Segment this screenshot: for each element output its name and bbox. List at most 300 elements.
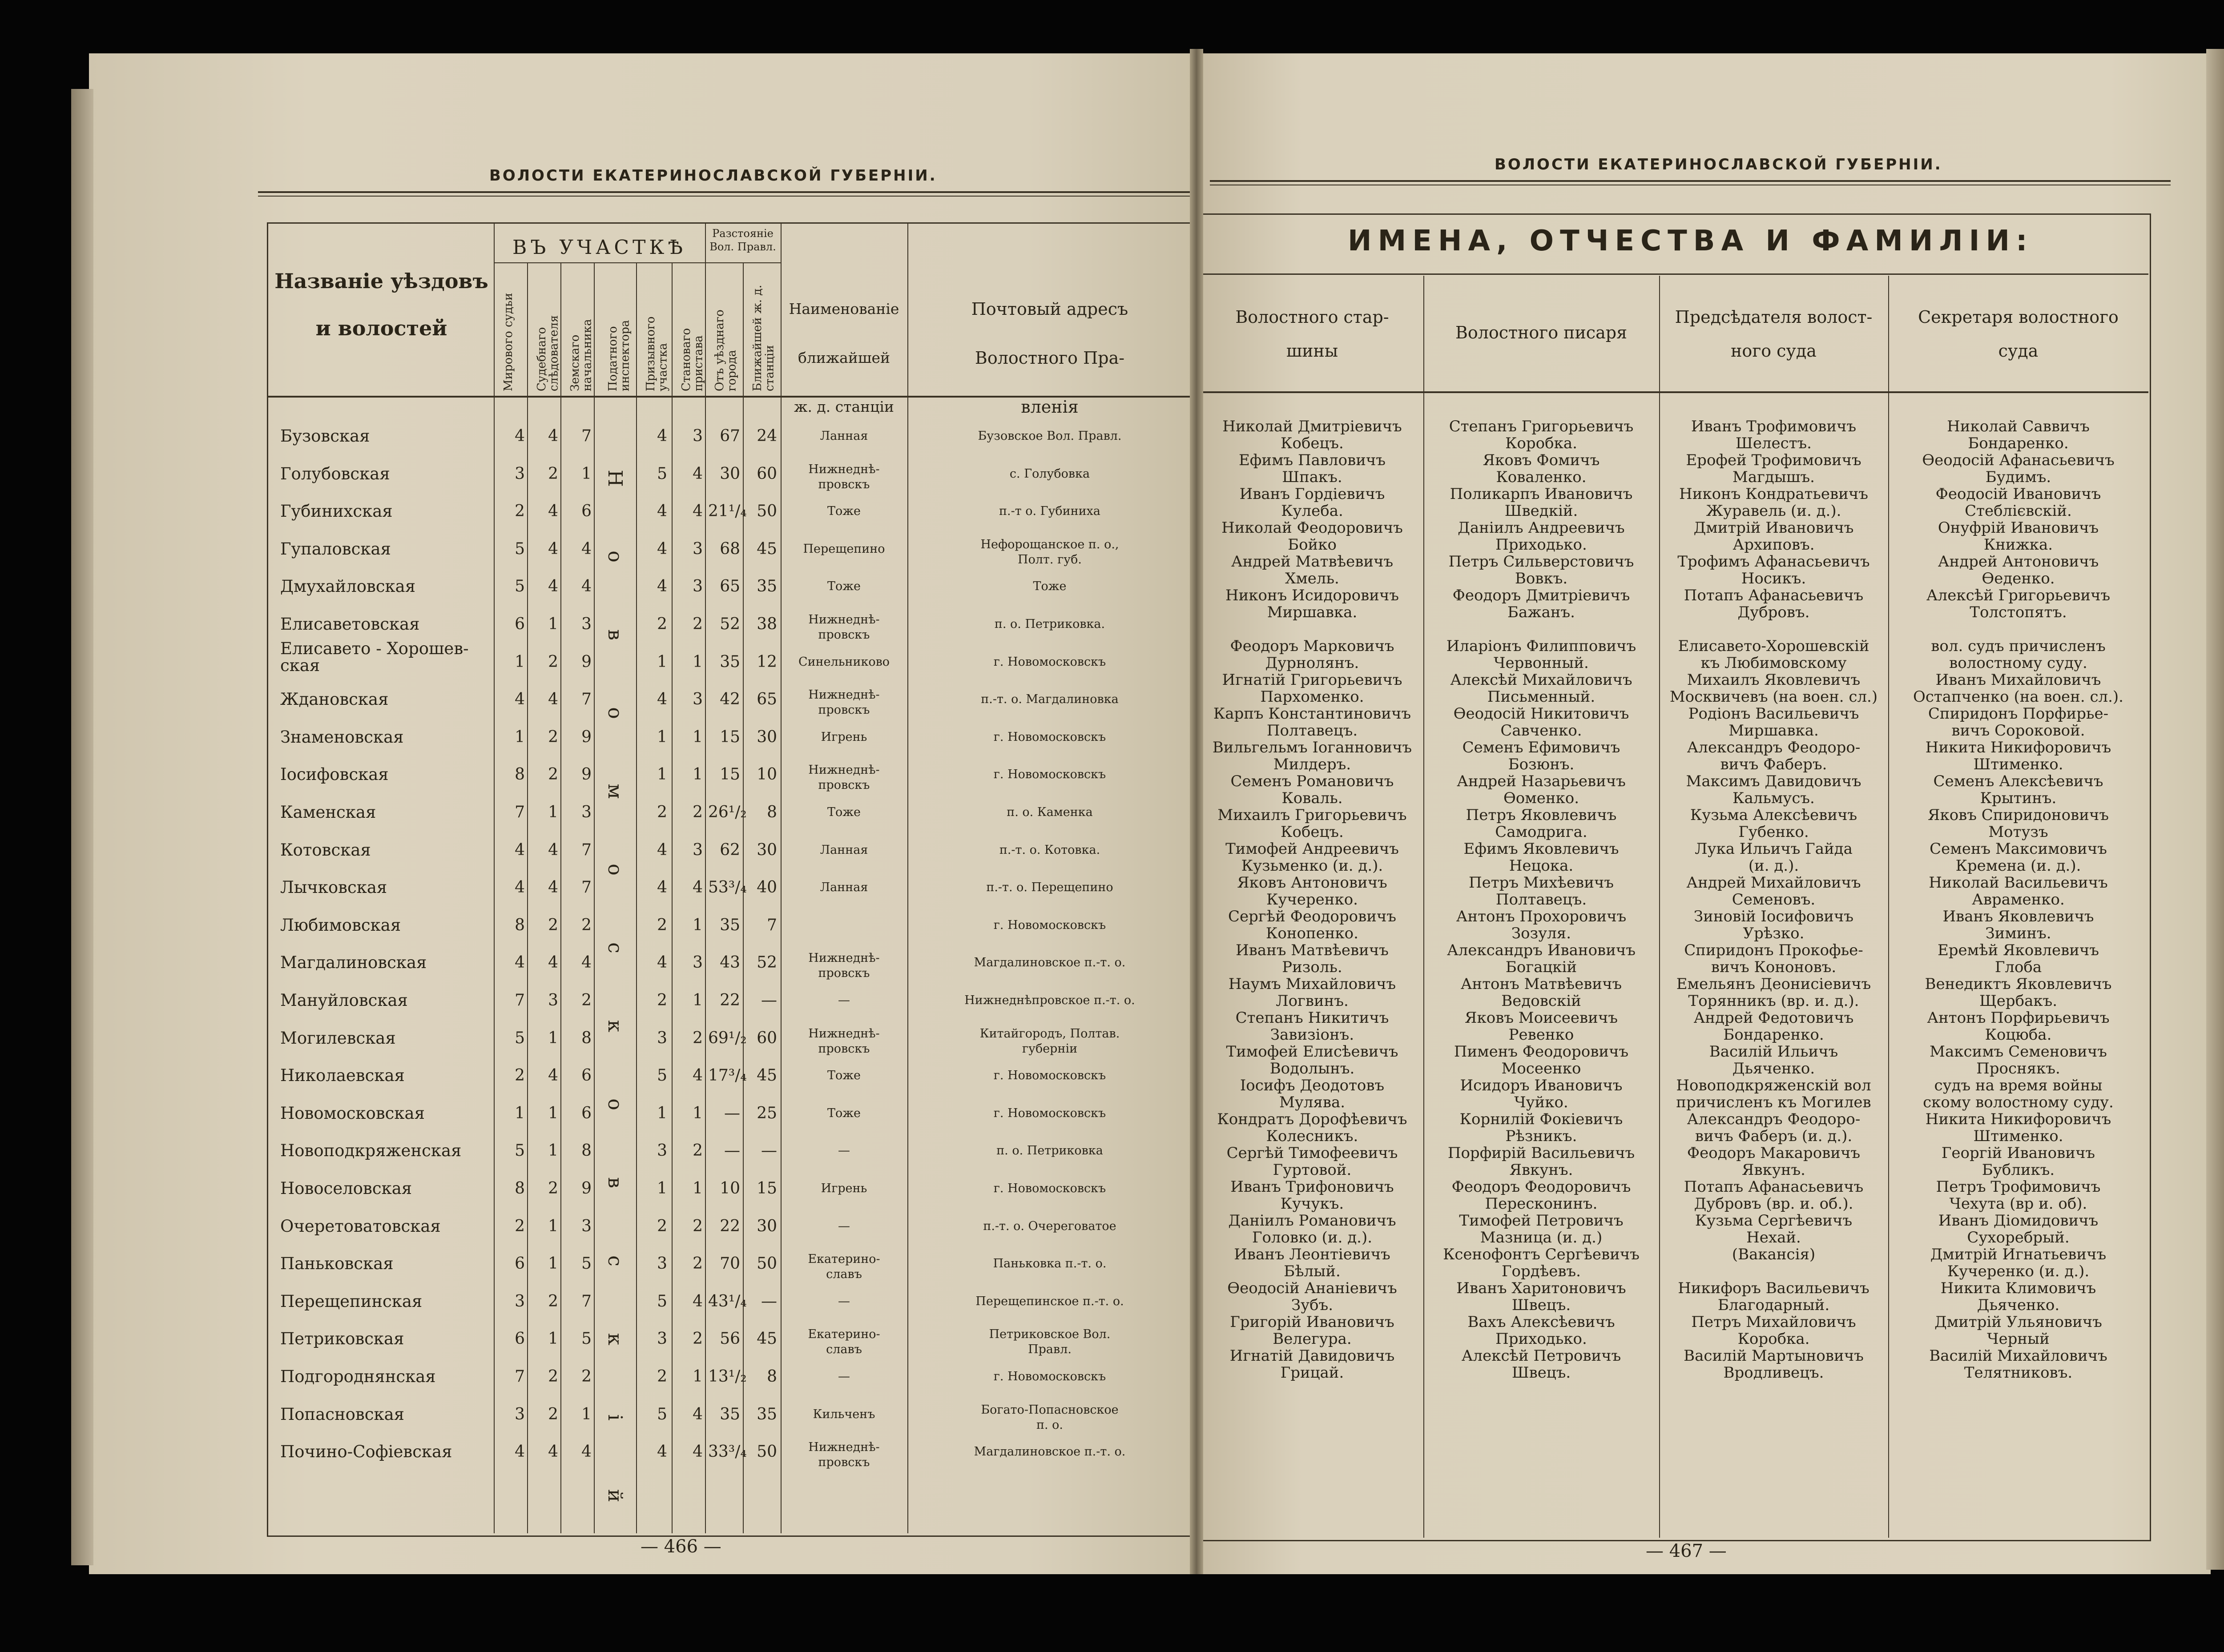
station-name: Екатерино- славъ <box>808 1327 880 1357</box>
postal-address: п. о. Петриковка. <box>994 617 1105 631</box>
distance-town: 22 <box>720 991 740 1009</box>
header-pisar: Волостного писаря <box>1455 323 1628 342</box>
volost-name: Очеретоватовская <box>280 1216 441 1236</box>
district-cell: 1 <box>693 1104 703 1122</box>
station-name: — <box>838 1370 850 1383</box>
subheader-rule <box>1201 391 2148 393</box>
names-title: ИМЕНА, ОТЧЕСТВА И ФАМИЛІИ: <box>1348 225 2034 257</box>
volost-name: Лычковская <box>280 878 387 897</box>
distance-town: 15 <box>720 765 740 784</box>
table-row <box>89 690 1192 728</box>
distance-station: — <box>761 1142 777 1160</box>
postal-address: г. Новомосковскъ <box>993 1106 1106 1120</box>
volost-name: Дмухайловская <box>280 577 416 596</box>
postal-address: Петриковское Вол. Правл. <box>989 1327 1111 1357</box>
title-rule <box>1201 273 2148 275</box>
district-cell: 4 <box>657 502 667 521</box>
district-cell: 4 <box>548 1066 558 1085</box>
distance-town: 43¹/₄ <box>708 1292 747 1310</box>
volost-name: Паньковская <box>280 1254 394 1274</box>
distance-station: 50 <box>757 502 777 521</box>
vertical-word-letter: о <box>604 551 626 563</box>
distance-station: 45 <box>757 1330 777 1348</box>
table-row <box>89 427 1192 464</box>
postal-address: п.-т о. Губиниха <box>999 504 1100 519</box>
header-rule-thin <box>258 196 1192 197</box>
volost-name: Каменская <box>280 803 376 822</box>
vertical-word-letter: о <box>604 707 626 719</box>
district-cell: 2 <box>548 765 558 784</box>
district-cell: 6 <box>581 502 592 521</box>
district-cell: 4 <box>548 1443 558 1461</box>
station-name: — <box>838 1219 850 1233</box>
district-cell: 1 <box>657 728 667 746</box>
station-name: Игрень <box>821 730 867 744</box>
volost-name: Бузовская <box>280 426 370 446</box>
header-sub-4: Податного инспектора <box>606 320 632 391</box>
district-cell: 1 <box>515 728 525 746</box>
table-row <box>89 1217 1192 1254</box>
volost-name: Перещепинская <box>280 1291 423 1311</box>
right-page <box>1201 53 2211 1574</box>
distance-town: 53³/₄ <box>708 878 747 897</box>
district-cell: 1 <box>515 652 525 671</box>
district-cell: 7 <box>581 840 592 859</box>
volost-name: Елисавето - Хорошев- ская <box>280 639 469 675</box>
postal-address: Перещепинское п.-т. о. <box>975 1294 1124 1308</box>
distance-station: 60 <box>757 464 777 483</box>
distance-station: 30 <box>757 728 777 746</box>
volost-name: Новоподкряженская <box>280 1141 462 1161</box>
district-cell: 3 <box>657 1029 667 1047</box>
distance-station: 35 <box>757 1405 777 1423</box>
distance-station: 35 <box>757 577 777 596</box>
table-row <box>89 1066 1192 1104</box>
postal-address: Богато-Попасновское п. о. <box>981 1403 1119 1432</box>
station-name: Ланная <box>820 843 868 857</box>
district-cell: 1 <box>548 1142 558 1160</box>
distance-station: 7 <box>767 916 777 934</box>
left-page <box>89 53 1192 1574</box>
station-name: Тоже <box>827 1069 861 1083</box>
table-row <box>89 1440 1192 1480</box>
volost-name: Котовская <box>280 840 371 860</box>
distance-town: — <box>724 1142 740 1160</box>
district-cell: 2 <box>548 1405 558 1423</box>
district-cell: 1 <box>657 652 667 671</box>
distance-town: 17³/₄ <box>708 1066 747 1085</box>
district-cell: 4 <box>657 690 667 709</box>
district-cell: 3 <box>693 539 703 558</box>
station-name: Нижнеднѣ- провскъ <box>808 951 880 981</box>
district-cell: 3 <box>693 690 703 709</box>
distance-station: 15 <box>757 1179 777 1198</box>
district-cell: 4 <box>693 1066 703 1085</box>
station-name: Тоже <box>827 1106 861 1120</box>
district-cell: 3 <box>581 1217 592 1235</box>
district-cell: 9 <box>581 1179 592 1198</box>
postal-address: г. Новомосковскъ <box>993 918 1106 932</box>
district-cell: 9 <box>581 765 592 784</box>
district-cell: 2 <box>693 1254 703 1273</box>
district-cell: 5 <box>515 539 525 558</box>
header-in-district: ВЪ УЧАСТКѢ <box>512 236 686 259</box>
table-row <box>89 537 1192 577</box>
district-cell: 1 <box>693 652 703 671</box>
distance-station: 30 <box>757 840 777 859</box>
district-cell: 4 <box>657 840 667 859</box>
header-sub-5: Призывного участка <box>644 316 670 391</box>
distance-town: — <box>724 1104 740 1122</box>
distance-town: 52 <box>720 615 740 633</box>
district-cell: 1 <box>693 916 703 934</box>
district-cell: 2 <box>548 464 558 483</box>
distance-town: 35 <box>720 652 740 671</box>
header-sub-1: Мирового судьи <box>502 293 515 391</box>
volost-name: Могилевская <box>280 1028 396 1048</box>
distance-town: 10 <box>720 1179 740 1198</box>
volost-name: Губинихская <box>280 502 393 521</box>
distance-town: 13¹/₂ <box>708 1367 747 1386</box>
district-cell: 2 <box>548 1367 558 1386</box>
district-cell: 4 <box>657 427 667 445</box>
running-head: ВОЛОСТИ ЕКАТЕРИНОСЛАВСКОЙ ГУБЕРНІИ. <box>489 167 937 185</box>
district-cell: 1 <box>693 765 703 784</box>
station-name: Тоже <box>827 579 861 594</box>
district-cell: 3 <box>693 427 703 445</box>
district-cell: 4 <box>657 539 667 558</box>
distance-station: 40 <box>757 878 777 897</box>
distance-town: 69¹/₂ <box>708 1029 747 1047</box>
district-cell: 4 <box>548 427 558 445</box>
station-name: Игрень <box>821 1182 867 1195</box>
district-cell: 1 <box>548 1104 558 1122</box>
table-row <box>89 1254 1192 1292</box>
district-cell: 1 <box>548 1254 558 1273</box>
district-cell: 5 <box>515 1142 525 1160</box>
postal-address: г. Новомосковскъ <box>993 1370 1106 1383</box>
postal-address: Паньковка п.-т. о. <box>993 1257 1107 1271</box>
distance-station: 38 <box>757 615 777 633</box>
station-name: Нижнеднѣ- провскъ <box>808 688 880 717</box>
district-cell: 6 <box>515 1254 525 1273</box>
district-cell: 3 <box>515 1292 525 1310</box>
district-cell: 3 <box>581 615 592 633</box>
postal-address: п. о. Петриковка <box>996 1144 1103 1158</box>
table-row <box>89 803 1192 840</box>
district-cell: 5 <box>581 1254 592 1273</box>
volost-name: Новоселовская <box>280 1179 412 1198</box>
vertical-word-letter: о <box>604 864 626 876</box>
district-cell: 4 <box>657 1443 667 1461</box>
distance-town: 15 <box>720 728 740 746</box>
table-row <box>89 1179 1192 1217</box>
vertical-word-letter: с <box>604 1255 626 1266</box>
table-row <box>89 841 1192 878</box>
page-number: — 466 — <box>641 1536 721 1557</box>
district-cell: 4 <box>693 502 703 521</box>
district-cell: 4 <box>548 953 558 972</box>
distance-station: — <box>761 991 777 1009</box>
district-cell: 4 <box>515 953 525 972</box>
district-cell: 3 <box>657 1142 667 1160</box>
distance-town: 33³/₄ <box>708 1443 747 1461</box>
table-row <box>89 615 1192 652</box>
distance-station: 24 <box>757 427 777 445</box>
header-starshina: Волостного стар- шины <box>1235 307 1389 361</box>
district-cell: 7 <box>515 803 525 821</box>
distance-station: 45 <box>757 1066 777 1085</box>
district-cell: 2 <box>548 1179 558 1198</box>
district-cell: 2 <box>693 1029 703 1047</box>
district-cell: 2 <box>657 916 667 934</box>
distance-station: 25 <box>757 1104 777 1122</box>
names-col-starshina: Николай Дмитріевичъ Кобецъ. Ефимъ Павловичъ Шпакъ. Иванъ Гордіевичъ Кулеба. Николай Феодоровичъ Бойко Андрей Матвѣевичъ Хмель. Никонъ Исидоровичъ Миршавка. Феодоръ Марковичъ Дурнолянъ. Игнатій Григорьевичъ Пархоменко. Карпъ Константиновичъ Полтавецъ. Вильгельмъ Іоганновичъ Милдеръ. Семенъ Романовичъ Коваль. Михаилъ Григорьевичъ Кобецъ. Тимофей Андреевичъ Кузьменко (и. д.). Яковъ Антоновичъ Кучеренко. Сергѣй Феодоровичъ Конопенко. Иванъ Матвѣевичъ Ризоль. Наумъ Михайловичъ Логвинъ. Степанъ Никитичъ Завизіонъ. Тимофей Елисѣевичъ Водолынъ. Іосифъ Деодотовъ Мулява. Кондратъ Дорофѣевичъ Колесникъ. Сергѣй Тимофеевичъ Гуртовой. Иванъ Трифоновичъ Кучукъ. Даніилъ Романовичъ Головко (и. д.). Иванъ Леонтіевичъ Бѣлый. Ѳеодосій Ананіевичъ Зубъ. Григорій Ивановичъ Велегура. Игнатій Давидовичъ Грицай. <box>1212 418 1412 1382</box>
postal-address: г. Новомосковскъ <box>993 1069 1106 1083</box>
district-cell: 8 <box>515 1179 525 1198</box>
distance-town: 30 <box>720 464 740 483</box>
district-cell: 8 <box>581 1029 592 1047</box>
station-name: Нижнеднѣ- провскъ <box>808 462 880 491</box>
district-cell: 1 <box>581 1405 592 1423</box>
table-row <box>89 502 1192 539</box>
station-name: Тоже <box>827 805 861 819</box>
district-cell: 4 <box>548 840 558 859</box>
postal-address: г. Новомосковскъ <box>993 730 1106 744</box>
header-dist-1: Отъ уѣзднаго города <box>713 309 739 391</box>
district-cell: 4 <box>581 1443 592 1461</box>
distance-station: 50 <box>757 1254 777 1273</box>
station-name: Тоже <box>827 504 861 519</box>
table-row <box>89 1142 1192 1179</box>
district-cell: 1 <box>657 765 667 784</box>
distance-town: 68 <box>720 539 740 558</box>
table-row <box>89 1292 1192 1330</box>
vertical-word-letter: в <box>604 1177 626 1188</box>
distance-station: 8 <box>767 803 777 821</box>
volost-name: Петриковская <box>280 1329 404 1349</box>
district-cell: 2 <box>657 1367 667 1386</box>
distance-town: 43 <box>720 953 740 972</box>
district-cell: 9 <box>581 728 592 746</box>
district-cell: 2 <box>657 615 667 633</box>
district-cell: 6 <box>515 1330 525 1348</box>
district-cell: 5 <box>657 464 667 483</box>
distance-town: 21¹/₄ <box>708 502 747 521</box>
postal-address: п.-т. о. Магдалиновка <box>981 692 1119 707</box>
district-cell: 3 <box>548 991 558 1009</box>
district-cell: 5 <box>581 1330 592 1348</box>
header-rule <box>1210 180 2171 182</box>
district-cell: 2 <box>693 615 703 633</box>
district-cell: 5 <box>515 577 525 596</box>
header-station: Наименованіе ближайшей ж. д. станціи <box>789 300 899 415</box>
postal-address: Бузовское Вол. Правл. <box>978 429 1122 443</box>
volost-name: Мануйловская <box>280 991 408 1010</box>
station-name: — <box>838 1294 850 1308</box>
header-distance: Разстояніе Вол. Правл. <box>709 227 776 253</box>
district-cell: 2 <box>515 1066 525 1085</box>
table-row <box>89 1104 1192 1142</box>
volost-name: Елисаветовская <box>280 615 420 634</box>
district-cell: 8 <box>515 765 525 784</box>
district-cell: 7 <box>515 991 525 1009</box>
district-cell: 4 <box>515 878 525 897</box>
district-cell: 1 <box>581 464 592 483</box>
postal-address: г. Новомосковскъ <box>993 655 1106 669</box>
page-stack-left <box>71 89 93 1565</box>
district-cell: 6 <box>581 1104 592 1122</box>
postal-address: Тоже <box>1033 579 1067 594</box>
district-cell: 1 <box>693 991 703 1009</box>
distance-station: 60 <box>757 1029 777 1047</box>
district-cell: 4 <box>581 577 592 596</box>
district-cell: 4 <box>515 1443 525 1461</box>
district-cell: 4 <box>548 690 558 709</box>
district-cell: 1 <box>515 1104 525 1122</box>
district-cell: 4 <box>693 464 703 483</box>
col-line <box>1888 276 1889 1538</box>
district-cell: 4 <box>581 539 592 558</box>
district-cell: 4 <box>515 427 525 445</box>
vertical-word-letter: м <box>604 784 626 799</box>
district-cell: 4 <box>548 502 558 521</box>
station-name: Нижнеднѣ- провскъ <box>808 613 880 642</box>
district-cell: 3 <box>693 840 703 859</box>
district-cell: 3 <box>693 577 703 596</box>
volost-name: Ждановская <box>280 690 389 709</box>
postal-address: с. Голубовка <box>1009 466 1090 481</box>
district-cell: 1 <box>693 728 703 746</box>
distance-town: 67 <box>720 427 740 445</box>
distance-station: 50 <box>757 1443 777 1461</box>
vertical-word-letter: к <box>604 1333 626 1346</box>
station-name: Перещепино <box>803 542 885 556</box>
distance-town: 42 <box>720 690 740 709</box>
district-cell: 4 <box>693 1443 703 1461</box>
district-cell: 5 <box>657 1066 667 1085</box>
station-name: Нижнеднѣ- провскъ <box>808 1440 880 1470</box>
table-row <box>89 462 1192 502</box>
district-cell: 5 <box>657 1292 667 1310</box>
station-name: Синельниково <box>798 655 890 669</box>
district-cell: 3 <box>693 953 703 972</box>
district-cell: 4 <box>693 878 703 897</box>
district-cell: 3 <box>657 1330 667 1348</box>
district-cell: 2 <box>581 991 592 1009</box>
volost-name: Почино-Софіевская <box>280 1442 452 1462</box>
district-cell: 3 <box>657 1254 667 1273</box>
district-cell: 2 <box>515 1217 525 1235</box>
district-cell: 7 <box>515 1367 525 1386</box>
district-cell: 1 <box>657 1104 667 1122</box>
district-cell: 4 <box>657 953 667 972</box>
district-cell: 6 <box>515 615 525 633</box>
volost-name: Новомосковская <box>280 1103 425 1123</box>
names-col-predsedatel: Иванъ Трофимовичъ Шелестъ. Ерофей Трофимовичъ Магдышъ. Никонъ Кондратьевичъ Журавель (и. д.). Дмитрій Ивановичъ Архиповъ. Трофимъ Афанасьевичъ Носикъ. Потапъ Афанасьевичъ Дубровъ. Елисавето-Хорошевскій къ Любимовскому Михаилъ Яковлевичъ Москвичевъ (на воен. сл.) Родіонъ Васильевичъ Миршавка. Александръ Феодоро- вичъ Фаберъ. Максимъ Давидовичъ Кальмусъ. Кузьма Алексѣевичъ Губенко. Лука Ильичъ Гайда (и. д.). Андрей Михайловичъ Семеновъ. Зиновій Іосифовичъ Урѣзко. Спиридонъ Прокофье- вичъ Кононовъ. Емельянъ Деонисіевичъ Торянникъ (вр. и. д.). Андрей Федотовичъ Бондаренко. Василій Ильичъ Дьяченко. Новоподкряженскій вол причисленъ къ Могилев Александръ Феодоро- вичъ Фаберъ (и. д.). Феодоръ Макаровичъ Явкунъ. Потапъ Афанасьевичъ Дубровъ (вр. и. об.). Кузьма Сергѣевичъ Нехай. (Вакансія) Никифоръ Васильевичъ Благодарный. Петръ Михайловичъ Коробка. Василій Мартыновичъ Вродливецъ. <box>1669 418 1878 1382</box>
postal-address: п.-т. о. Перещепино <box>986 880 1113 895</box>
postal-address: п.-т. о. Котовка. <box>999 843 1100 857</box>
table-row <box>89 1405 1192 1443</box>
district-cell: 1 <box>548 1217 558 1235</box>
header-sekretar: Секретаря волостного суда <box>1918 307 2119 361</box>
district-cell: 1 <box>548 615 558 633</box>
vertical-word-letter: с <box>604 942 626 953</box>
district-cell: 2 <box>581 916 592 934</box>
distance-station: — <box>761 1292 777 1310</box>
volost-name: Голубовская <box>280 464 390 483</box>
district-cell: 8 <box>581 1142 592 1160</box>
header-name: Названіе уѣздовъ и волостей <box>274 269 488 340</box>
table-row <box>89 991 1192 1029</box>
district-cell: 2 <box>693 1330 703 1348</box>
distance-station: 30 <box>757 1217 777 1235</box>
volost-name: Николаевская <box>280 1066 405 1085</box>
district-cell: 2 <box>693 803 703 821</box>
district-cell: 9 <box>581 652 592 671</box>
station-name: Нижнеднѣ- провскъ <box>808 1026 880 1056</box>
district-cell: 7 <box>581 1292 592 1310</box>
district-cell: 5 <box>515 1029 525 1047</box>
page-stack-right <box>2206 49 2224 1570</box>
district-cell: 4 <box>548 539 558 558</box>
postal-address: г. Новомосковскъ <box>993 1182 1106 1195</box>
district-cell: 4 <box>548 878 558 897</box>
district-cell: 3 <box>581 803 592 821</box>
district-cell: 1 <box>657 1179 667 1198</box>
distance-town: 26¹/₂ <box>708 803 747 821</box>
volost-name: Попасновская <box>280 1404 404 1424</box>
district-cell: 4 <box>693 1405 703 1423</box>
district-cell: 2 <box>657 803 667 821</box>
names-col-sekretar: Николай Саввичъ Бондаренко. Ѳеодосій Афанасьевичъ Будимъ. Феодосій Ивановичъ Стеблієвскій. Онуфрій Ивановичъ Книжка. Андрей Антоновичъ Ѳеденко. Алексѣй Григорьевичъ Толстопятъ. вол. судъ причисленъ волостному суду. Иванъ Михайловичъ Остапченко (на воен. сл.). Спиридонъ Порфирье- вичъ Сороковой. Никита Никифоровичъ Штименко. Семенъ Алексѣевичъ Крытинъ. Яковъ Спиридоновичъ Мотузъ Семенъ Максимовичъ Кремена (и. д.). Николай Васильевичъ Авраменко. Иванъ Яковлевичъ Зиминъ. Еремѣй Яковлевичъ Глоба Венедиктъ Яковлевичъ Щербакъ. Антонъ Порфирьевичъ Коцюба. Максимъ Семеновичъ Проснякъ. судъ на время войны скому волостному суду. Никита Никифоровичъ Штименко. Георгій Ивановичъ Бубликъ. Петръ Трофимовичъ Чехута (вр и. об). Иванъ Діомидовичъ Сухоребрый. Дмитрій Игнатьевичъ Кучеренко (и. д.). Никита Климовичъ Дьяченко. Дмитрій Ульяновичъ Черный Василій Михайловичъ Телятниковъ. <box>1913 418 2123 1382</box>
station-name: Ланная <box>820 880 868 895</box>
district-cell: 5 <box>657 1405 667 1423</box>
table-row <box>89 765 1192 803</box>
postal-address: Магдалиновское п.-т. о. <box>974 1445 1126 1459</box>
district-cell: 4 <box>693 1292 703 1310</box>
distance-station: 12 <box>757 652 777 671</box>
district-cell: 7 <box>581 427 592 445</box>
station-name: Ланная <box>820 429 868 443</box>
distance-town: 56 <box>720 1330 740 1348</box>
distance-station: 65 <box>757 690 777 709</box>
table-row <box>89 953 1192 991</box>
vertical-word-letter: в <box>604 629 626 640</box>
distance-town: 22 <box>720 1217 740 1235</box>
station-name: — <box>838 993 850 1007</box>
volost-name: Магдалиновская <box>280 953 427 973</box>
distance-town: 35 <box>720 916 740 934</box>
distance-station: 8 <box>767 1367 777 1386</box>
vertical-word-letter: о <box>604 1098 626 1110</box>
district-cell: 1 <box>548 803 558 821</box>
district-cell: 2 <box>657 1217 667 1235</box>
district-cell: 1 <box>693 1367 703 1386</box>
volost-name: Гупаловская <box>280 539 391 559</box>
volost-name: Любимовская <box>280 915 401 935</box>
distance-town: 65 <box>720 577 740 596</box>
table-row <box>89 639 1192 690</box>
volost-name: Подгороднянская <box>280 1367 436 1386</box>
district-cell: 2 <box>548 652 558 671</box>
district-cell: 2 <box>693 1142 703 1160</box>
vertical-word-letter: і <box>604 1414 626 1421</box>
col-line <box>1659 276 1660 1538</box>
district-cell: 4 <box>657 878 667 897</box>
table-row <box>89 878 1192 916</box>
district-cell: 2 <box>581 1367 592 1386</box>
